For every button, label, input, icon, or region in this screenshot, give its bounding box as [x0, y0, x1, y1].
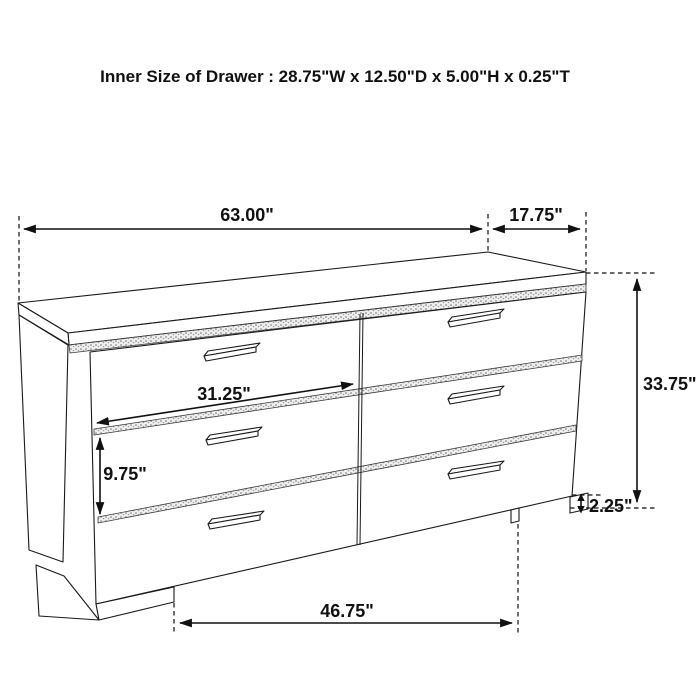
- dresser-body: [18, 252, 588, 620]
- dresser-left-foot-side: [36, 565, 99, 620]
- dresser-right-foot: [570, 493, 588, 513]
- overall-depth-label: 17.75": [509, 205, 563, 225]
- overall-width-label: 63.00": [220, 205, 274, 225]
- foot-clearance-label: 46.75": [320, 601, 374, 621]
- drawer-height-label: 9.75": [103, 464, 147, 484]
- base-foot-height-label: 2.25": [589, 496, 633, 516]
- dresser-left-panel: [19, 315, 68, 562]
- diagram-title: Inner Size of Drawer : 28.75"W x 12.50"D x 5.00"H x 0.25"T: [100, 67, 570, 86]
- overall-height-label: 33.75": [643, 374, 697, 394]
- dresser-middle-foot: [511, 508, 519, 523]
- drawer-width-label: 31.25": [197, 384, 251, 404]
